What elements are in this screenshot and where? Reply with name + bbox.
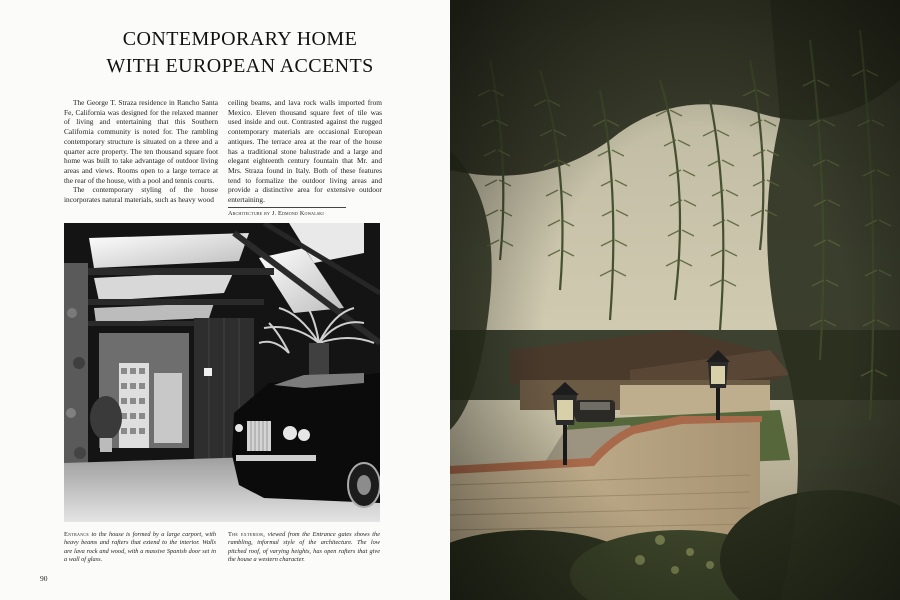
entrance-photo [64, 223, 380, 522]
caption-exterior-text: viewed from the Entrance gates shows the rambling, informal style of the architecture. The low pitched roof, of varying heights, has open rafters that give the house a western character. [228, 531, 380, 564]
title-line-2: WITH EUROPEAN ACCENTS [106, 55, 374, 77]
title-line-1: CONTEMPORARY HOME [122, 28, 358, 50]
caption-exterior [228, 531, 380, 565]
body-column-left [64, 98, 218, 205]
body-paragraph-2: The contemporary styling of the house incorporates natural materials, such as heavy wood [64, 185, 218, 205]
caption-exterior-lead: The exterior, [228, 531, 266, 538]
architect-credit: Architecture by J. Edmond Kowalski [228, 207, 346, 219]
exterior-photo [450, 0, 900, 600]
entrance-photo-illustration [64, 223, 380, 522]
article-title [40, 26, 440, 80]
body-column-right [228, 98, 382, 218]
body-paragraph-3: ceiling beams, and lava rock walls imported from Mexico. Eleven thousand square feet of tile was used inside and out. Contrasted against the rugged contemporary materials are occasional European antiques. The terrace area at the rear of the house has a traditional stone balustrade and a large and elegant eighteenth century fountain that Mr. and Mrs. Straza found in Italy. Both of these features tend to formalize the outdoor living areas and provide a distinctive area for extensive outdoor entertaining. [228, 98, 382, 205]
caption-entrance [64, 531, 216, 565]
caption-entrance-lead: Entrance [64, 531, 90, 538]
caption-entrance-text: to the house is formed by a large carport, with heavy beams and rafters that extend to the interior. Walls are lava rock and wood, with a massive Spanish door set in a wall of glass. [64, 531, 216, 564]
body-paragraph-1: The George T. Straza residence in Rancho Santa Fe, California was designed for the relaxed manner of living and entertaining that this Southern California community is noted for. The rambling contemporary structure is situated on a three and a quarter acre property. The ten thousand square foot home was built to take advantage of outdoor living areas and views. Rooms open to a large terrace at the rear of the house, with a pool and tennis courts. [64, 98, 218, 185]
page-number: 90 [40, 574, 48, 583]
exterior-photo-illustration [450, 0, 900, 600]
